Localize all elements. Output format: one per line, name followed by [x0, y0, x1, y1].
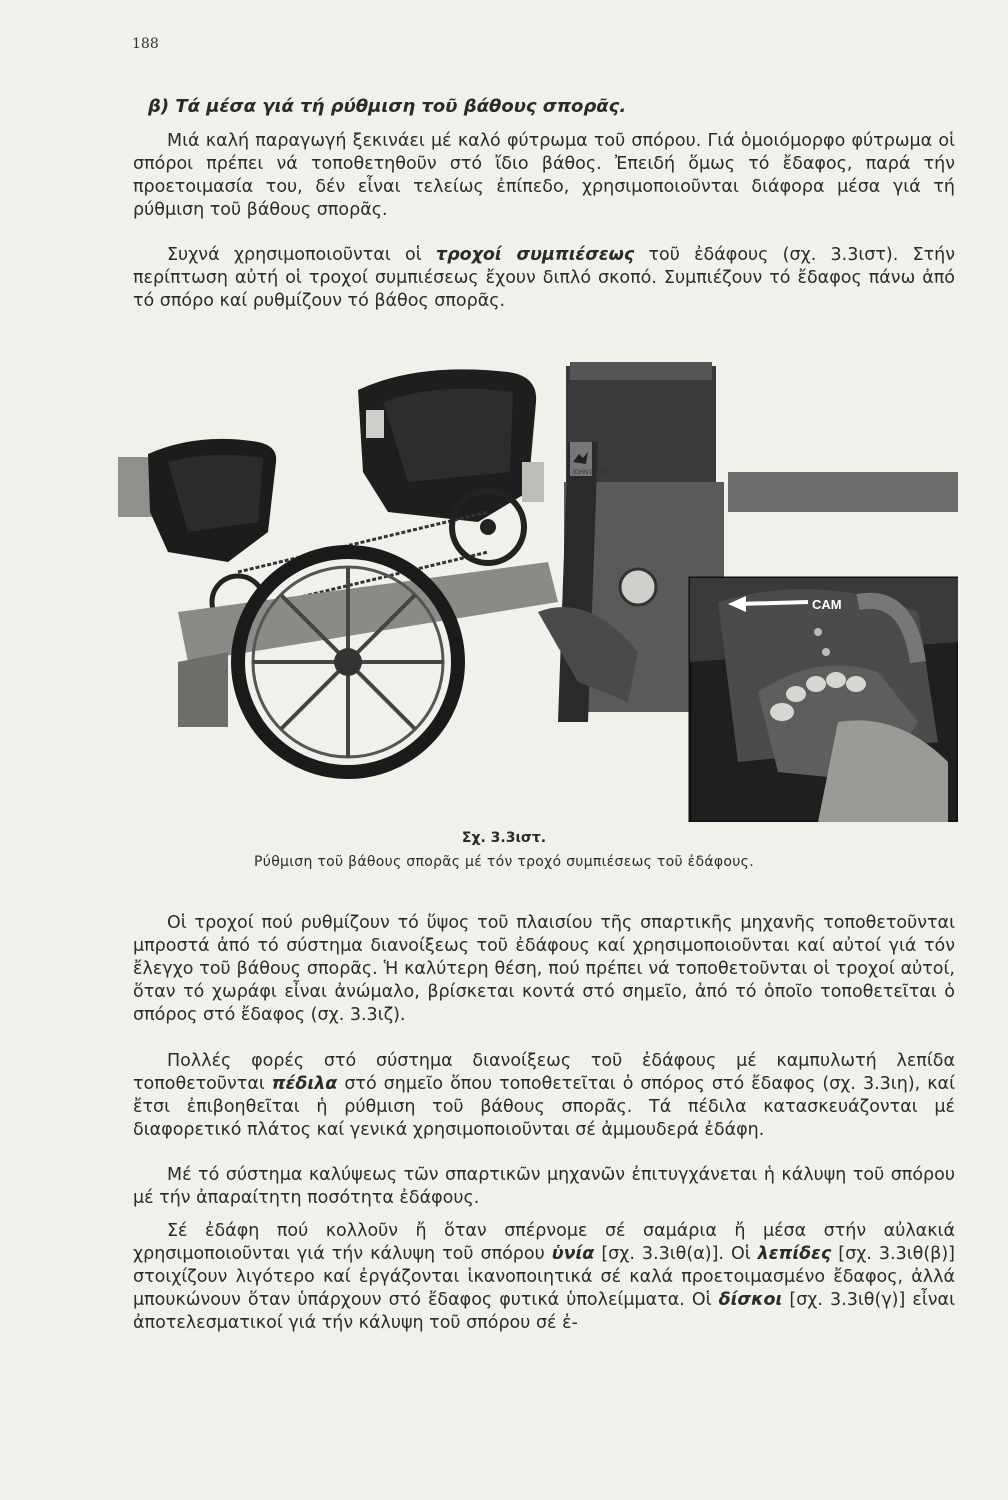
- seed-hopper-middle: [358, 369, 544, 522]
- paragraph-covering-tools-d: [σχ. 3.3ιθ(γ)] εἶναι ἀποτελεσματικοί γιά τήν κάλυψη τοῦ σπόρου σέ ἐ-: [133, 1290, 955, 1333]
- paragraph-height-wheels-text: Οἱ τροχοί πού ρυθμίζουν τό ὕψος τοῦ πλαισίου τῆς σπαρτικῆς μηχανῆς τοποθετοῦνται μπροστά ἀπό τό σύστημα διανοίξεως τοῦ ἐδάφους καί χρησιμοποιοῦνται καί αὐτοί γιά τόν ἔλεγχο τοῦ βάθους σπορᾶς. Ἡ καλύτερη θέση, πού πρέπει νά τοποθετοῦνται οἱ τροχοί αὐτοί, ὅταν τό χωράφι εἶναι ἀνώμαλο, βρίσκεται κοντά στό σημεῖο, ἀπό τό ὁποῖο τοποθετεῖται ὁ σπόρος στό ἔδαφος (σχ. 3.3ιζ).: [133, 913, 955, 1025]
- term-shoes: πέδιλα: [271, 1074, 338, 1094]
- paragraph-height-wheels: [133, 912, 955, 1027]
- paragraph-press-wheels-rest: τοῦ ἐδάφους (σχ. 3.3ιστ). Στήν περίπτωση αὐτή οἱ τροχοί συμπιέσεως ἔχουν διπλό σκοπό. Συμπιέζουν τό ἔδαφος πάνω ἀπό τό σπόρο καί ρυθμίζουν τό βάθος σπορᾶς.: [133, 245, 955, 311]
- press-wheel: [238, 552, 458, 772]
- figure-caption-text: Ρύθμιση τοῦ βάθους σπορᾶς μέ τόν τροχό συμπιέσεως τοῦ ἐδάφους.: [254, 854, 754, 870]
- figure-caption-number: Σχ. 3.3ιστ.: [461, 830, 547, 846]
- term-discs: δίσκοι: [718, 1290, 783, 1310]
- paragraph-press-wheels: [133, 244, 955, 313]
- section-heading: β) Τά μέσα γιά τή ρύθμιση τοῦ βάθους σπορᾶς.: [148, 96, 627, 117]
- cam-label: CAM: [812, 597, 842, 612]
- term-blades: λεπίδες: [757, 1244, 832, 1264]
- paragraph-shoes-lead: Πολλές φορές στό σύστημα διανοίξεως τοῦ ἐδάφους μέ καμπυλωτή λεπίδα τοποθετοῦνται: [133, 1051, 955, 1094]
- paragraph-covering-system: [133, 1164, 955, 1210]
- term-press-wheels: τροχοί συμπιέσεως: [435, 245, 635, 265]
- planter-photo: [118, 362, 958, 822]
- page-number: 188: [132, 36, 159, 52]
- paragraph-press-wheels-lead: Συχνά χρησιμοποιοῦνται οἱ: [167, 245, 436, 265]
- paragraph-intro-text: Μιά καλή παραγωγή ξεκινάει μέ καλό φύτρωμα τοῦ σπόρου. Γιά ὁμοιόμορφο φύτρωμα οἱ σπόροι πρέπει νά τοποθετηθοῦν στό ἴδιο βάθος. Ἐπειδή ὅμως τό ἔδαφος, παρά τήν προετοιμασία του, δέν εἶναι τελείως ἐπίπεδο, χρησιμοποιοῦνται διάφορα μέσα γιά τή ρύθμιση τοῦ βάθους σπορᾶς.: [133, 131, 955, 220]
- planter-photo-figure: [118, 362, 958, 822]
- paragraph-covering-tools-a: Σέ ἐδάφη πού κολλοῦν ἤ ὅταν σπέρνομε σέ σαμάρια ἤ μέσα στήν αὐλακιά χρησιμοποιοῦνται γιά τήν κάλυψη τοῦ σπόρου: [133, 1221, 955, 1264]
- term-shovels: ὑνία: [551, 1244, 595, 1264]
- paragraph-covering-tools-b: [σχ. 3.3ιθ(α)]. Οἱ: [594, 1244, 758, 1264]
- paragraph-shoes-rest: στό σημεῖο ὅπου τοποθετεῖται ὁ σπόρος στό ἔδαφος (σχ. 3.3ιη), καί ἔτσι ἐπιβοηθεῖται ἡ ρύθμιση τοῦ βάθους σπορᾶς. Τά πέδιλα κατασκευάζονται μέ διαφορετικό πλάτος καί γενικά χρησιμοποιοῦνται σέ ἀμμουδερά ἐδάφη.: [133, 1074, 955, 1140]
- paragraph-intro: [133, 130, 955, 222]
- paragraph-covering-tools: [133, 1220, 955, 1335]
- paragraph-shoes: [133, 1050, 955, 1142]
- cam-adjustment-inset: [690, 578, 958, 822]
- hopper-brand-text: JOHN DEERE: [572, 470, 611, 476]
- paragraph-covering-system-text: Μέ τό σύστημα καλύψεως τῶν σπαρτικῶν μηχανῶν ἐπιτυγχάνεται ἡ κάλυψη τοῦ σπόρου μέ τήν ἀπαραίτητη ποσότητα ἐδάφους.: [133, 1165, 955, 1208]
- paragraph-covering-tools-c: [σχ. 3.3ιθ(β)] στοιχίζουν λιγότερο καί ἐργάζονται ἱκανοποιητικά σέ καλά προετοιμασμένο ἔδαφος, ἀλλά μπουκώνουν ὅταν ὑπάρχουν στό ἔδαφος φυτικά ὑπολείμματα. Οἱ: [133, 1244, 955, 1310]
